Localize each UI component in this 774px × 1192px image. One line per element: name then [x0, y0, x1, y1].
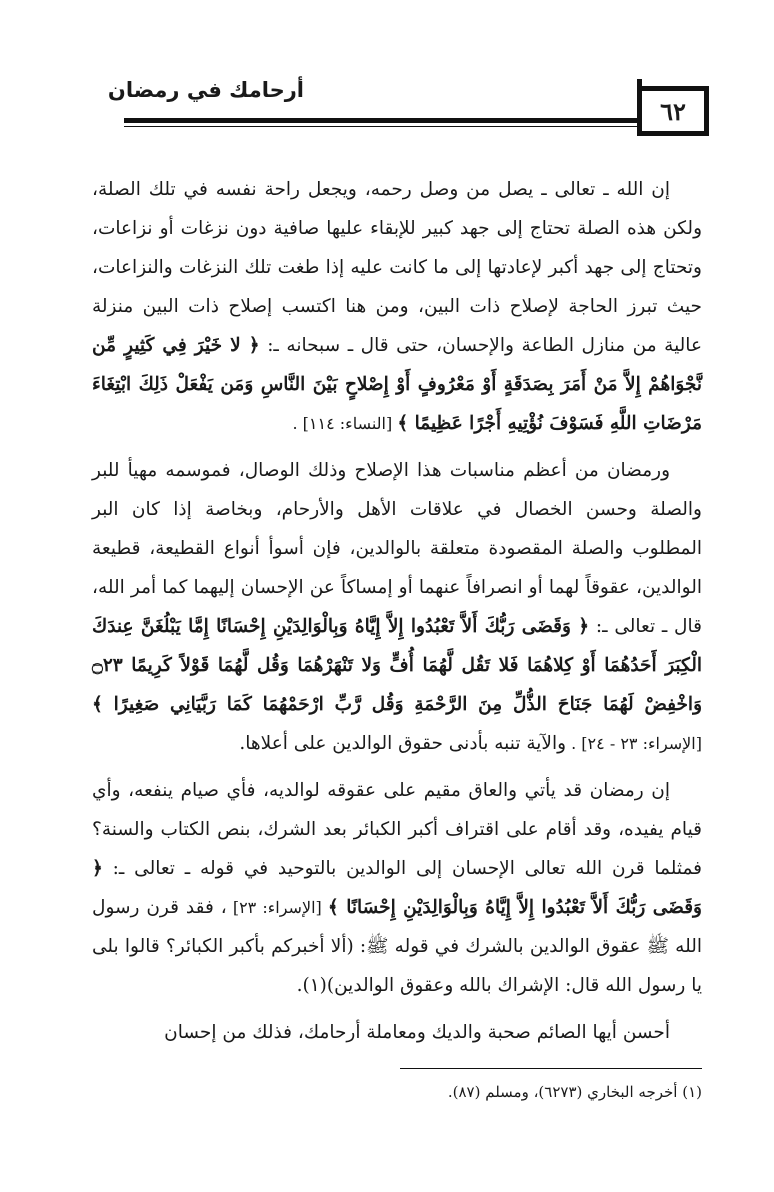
- header-rule-thin: [124, 126, 637, 127]
- quran-verse: ﴿ وَقَضَى رَبُّكَ أَلاَّ تَعْبُدُوا إِلاَّ إِيَّاهُ وَبِالْوَالِدَيْنِ إِحْسَانًا ﴾: [92, 858, 702, 918]
- paragraph-text: أحسن أيها الصائم صحبة والديك ومعاملة أرحامك، فذلك من إحسان: [164, 1022, 670, 1043]
- paragraph: [92, 451, 702, 763]
- paragraph: [92, 1013, 702, 1052]
- paragraph-text: والآية تنبه بأدنى حقوق الوالدين على أعلاها.: [239, 733, 567, 754]
- paragraph-text: ورمضان من أعظم مناسبات هذا الإصلاح وذلك الوصال، فموسمه مهيأ للبر والصلة وحسن الخصال في علاقات الأهل والأرحام، وبخاصة إذا كان البر المطلوب والصلة المقصودة متعلقة بالوالدين، فإن أسوأ أنواع القطيعة، قطيعة الوالدين، عقوقاً لهما أو انصرافاً عنهما أو إمساكاً عن الإحسان إليهما كما أمر الله، قال ـ تعالى ـ:: [92, 460, 702, 637]
- page-number: ٦٢: [637, 86, 709, 136]
- quran-verse: ﴿ وَقَضَى رَبُّكَ أَلاَّ تَعْبُدُوا إِلاَّ إِيَّاهُ وَبِالْوَالِدَيْنِ إِحْسَانًا إِمَّا يَبْلُغَنَّ عِندَكَ الْكِبَرَ أَحَدُهُمَا أَوْ كِلاهُمَا فَلا تَقُل لَّهُمَا أُفٍّ وَلا تَنْهَرْهُمَا وَقُل لَّهُمَا قَوْلاً كَرِيمًا ۝٢٣ وَاخْفِضْ لَهُمَا جَنَاحَ الذُّلِّ مِنَ الرَّحْمَةِ وَقُل رَّبِّ ارْحَمْهُمَا كَمَا رَبَّيَانِي صَغِيرًا ﴾: [92, 616, 702, 715]
- header-rule-thick: [124, 118, 637, 123]
- running-title: أرحامك في رمضان: [107, 78, 304, 102]
- paragraph: [92, 170, 702, 443]
- paragraph-text: إن الله ـ تعالى ـ يصل من وصل رحمه، ويجعل راحة نفسه في تلك الصلة، ولكن هذه الصلة تحتاج إلى جهد كبير للإبقاء عليها صافية دون نزغات أو نزاعات، وتحتاج إلى جهد أكبر لإعادتها إلى ما كانت عليه إذا طغت تلك النزغات والنزاعات، حيث تبرز الحاجة لإصلاح ذات البين، ومن هنا اكتسب إصلاح ذات البين منزلة عالية من منازل الطاعة والإحسان، حتى قال ـ سبحانه ـ:: [92, 179, 702, 356]
- body-text: [92, 170, 702, 1060]
- footnote: (١) أخرجه البخاري (٦٢٧٣)، ومسلم (٨٧).: [447, 1083, 702, 1101]
- verse-reference: [الإسراء: ٢٣]: [226, 898, 328, 917]
- verse-reference: [النساء: ١١٤] .: [292, 414, 398, 433]
- paragraph: [92, 771, 702, 1005]
- paragraph-text: ، فقد قرن رسول الله ﷺ عقوق الوالدين بالشرك في قوله ﷺ: (ألا أخبركم بأكبر الكبائر؟ قالوا بلى يا رسول الله قال: الإشراك بالله وعقوق الوالدين)(١).: [92, 897, 702, 996]
- paragraph-text: إن رمضان قد يأتي والعاق مقيم على عقوقه لوالديه، فأي صيام ينفعه، وأي قيام يفيده، وقد أقام على اقتراف أكبر الكبائر بعد الشرك، بنص الكتاب والسنة؟ فمثلما قرن الله تعالى الإحسان إلى الوالدين بالتوحيد في قوله ـ تعالى ـ:: [92, 780, 702, 879]
- footnote-divider: [400, 1068, 702, 1069]
- quran-verse: ﴿ لا خَيْرَ فِي كَثِيرٍ مِّن نَّجْوَاهُمْ إِلاَّ مَنْ أَمَرَ بِصَدَقَةٍ أَوْ مَعْرُوفٍ أَوْ إِصْلاحٍ بَيْنَ النَّاسِ وَمَن يَفْعَلْ ذَلِكَ ابْتِغَاءَ مَرْضَاتِ اللَّهِ فَسَوْفَ نُؤْتِيهِ أَجْرًا عَظِيمًا ﴾: [92, 335, 702, 434]
- verse-reference: [الإسراء: ٢٣ - ٢٤] .: [566, 734, 702, 753]
